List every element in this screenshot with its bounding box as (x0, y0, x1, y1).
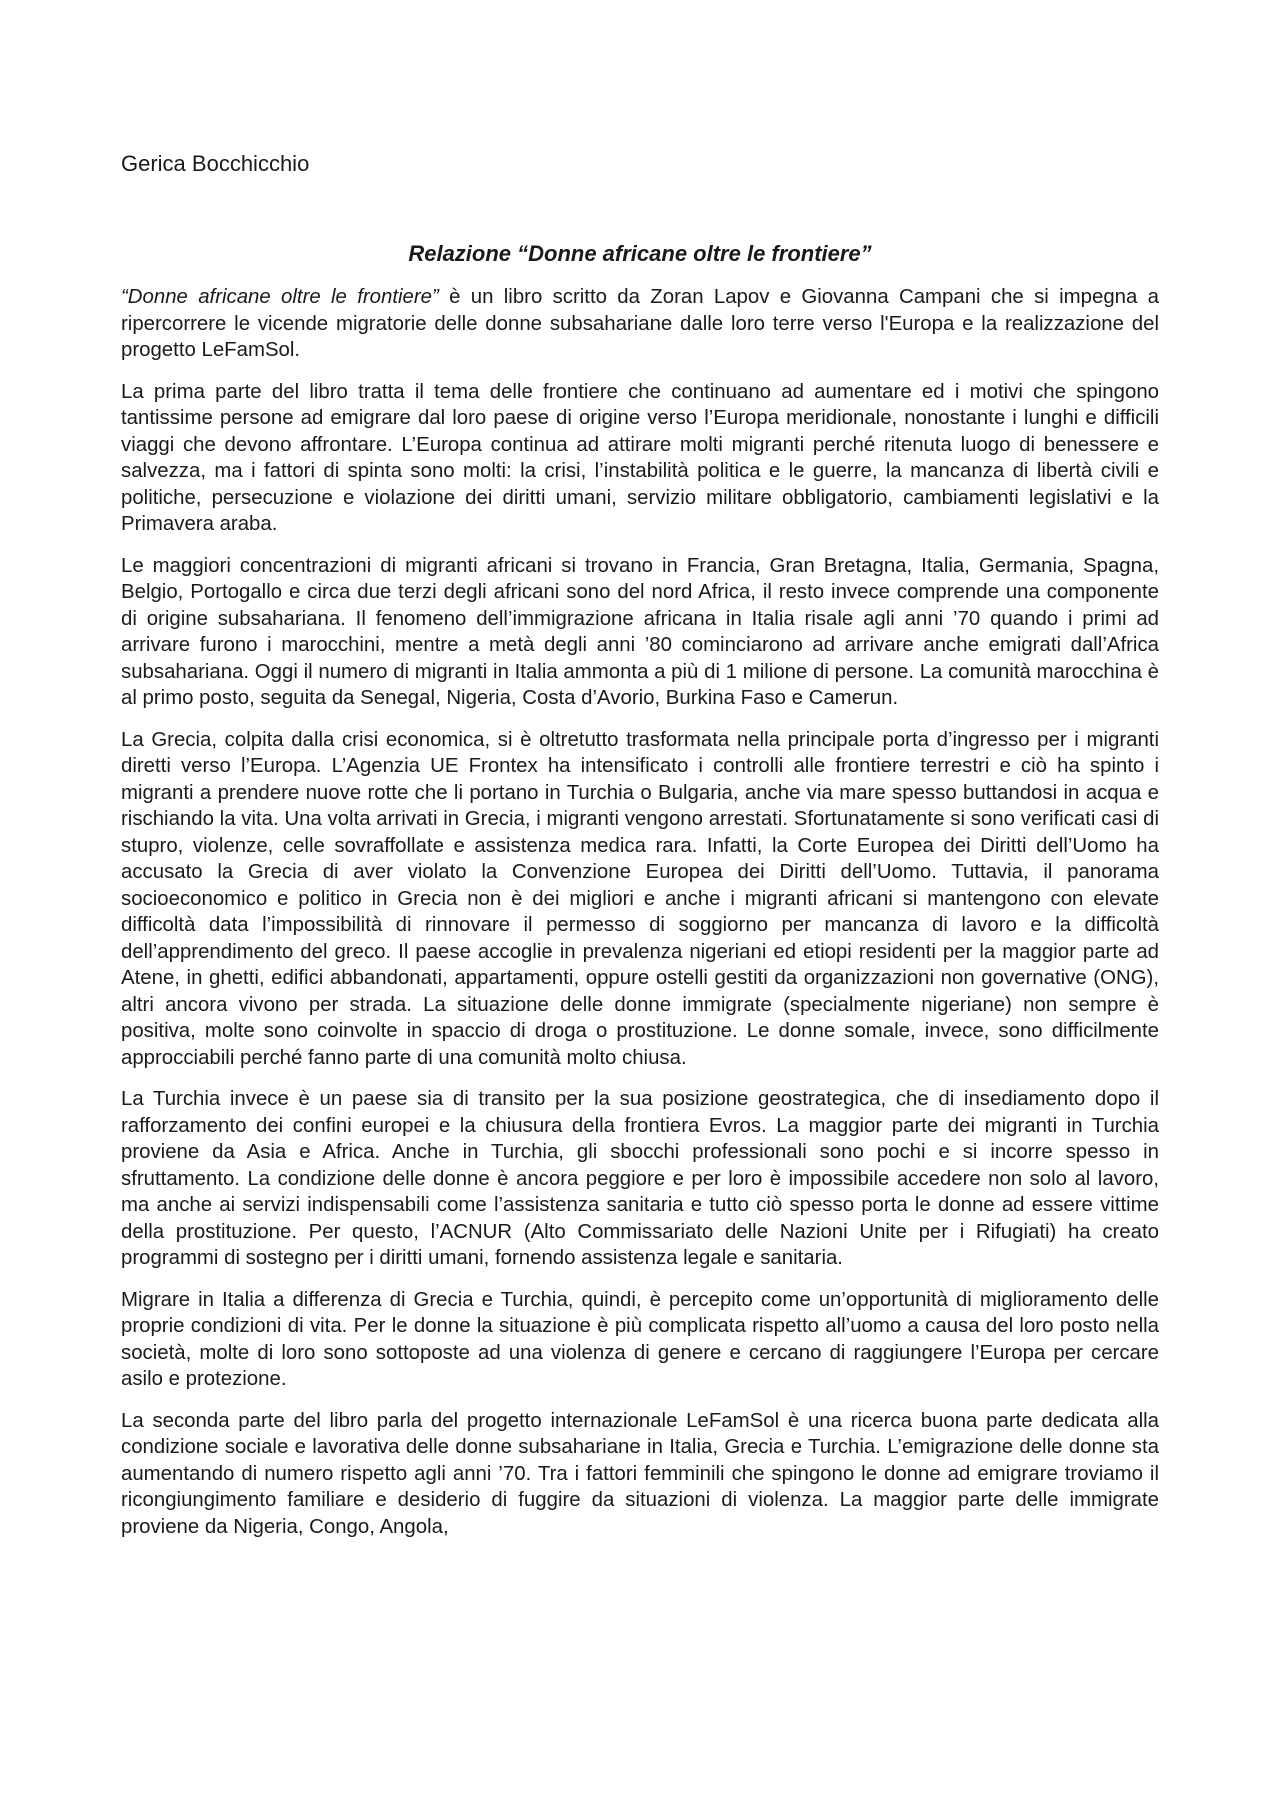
document-body (121, 284, 1159, 1555)
intro-text: è un libro scritto da Zoran Lapov e Giovanna Campani che si impegna a ripercorrere le vicende migratorie delle donne subsahariane dalle loro terre verso l'Europa e la realizzazione del progetto LeFamSol. (121, 286, 1159, 361)
book-title: “Donne africane oltre le frontiere” (121, 286, 439, 308)
paragraph-turkey: La Turchia invece è un paese sia di transito per la sua posizione geostrategica, che di insediamento dopo il rafforzamento dei confini europei e la chiusura della frontiera Evros. La maggior parte dei migranti in Turchia proviene da Asia e Africa. Anche in Turchia, gli sbocchi professionali sono pochi e si incorre spesso in sfruttamento. La condizione delle donne è ancora peggiore e per loro è impossibile accedere non solo al lavoro, ma anche ai servizi indispensabili come l’assistenza sanitaria e tutto ciò spesso porta le donne ad essere vittime della prostituzione. Per questo, l’ACNUR (Alto Commissariato delle Nazioni Unite per i Rifugiati) ha creato programmi di sostegno per i diritti umani, fornendo assistenza legale e sanitaria. (121, 1088, 1159, 1269)
paragraph-concentrations: Le maggiori concentrazioni di migranti africani si trovano in Francia, Gran Bretagna, Italia, Germania, Spagna, Belgio, Portogallo e circa due terzi degli africani sono del nord Africa, il resto invece comprende una componente di origine subsahariana. Il fenomeno dell’immigrazione africana in Italia risale agli anni ’70 quando i primi ad arrivare furono i marocchini, mentre a metà degli anni ’80 cominciarono ad arrivare anche emigrati dall’Africa subsahariana. Oggi il numero di migranti in Italia ammonta a più di 1 milione di persone. La comunità marocchina è al primo posto, seguita da Senegal, Nigeria, Costa d’Avorio, Burkina Faso e Camerun. (121, 554, 1159, 709)
paragraph-frontiers: La prima parte del libro tratta il tema delle frontiere che continuano ad aumentare ed i motivi che spingono tantissime persone ad emigrare dal loro paese di origine verso l’Europa meridionale, nonostante i lunghi e difficili viaggi che devono affrontare. L’Europa continua ad attirare molti migranti perché ritenuta luogo di benessere e salvezza, ma i fattori di spinta sono molti: la crisi, l’instabilità politica e le guerre, la mancanza di libertà civili e politiche, persecuzione e violazione dei diritti umani, servizio militare obbligatorio, cambiamenti legislativi e la Primavera araba. (121, 380, 1159, 535)
document-title: Relazione “Donne africane oltre le frontiere” (408, 241, 872, 266)
paragraph-intro (121, 284, 1159, 364)
paragraph-lefamsol: La seconda parte del libro parla del progetto internazionale LeFamSol è una ricerca buona parte dedicata alla condizione sociale e lavorativa delle donne subsahariane in Italia, Grecia e Turchia. L’emigrazione delle donne sta aumentando di numero rispetto agli anni ’70. Tra i fattori femminili che spingono le donne ad emigrare troviamo il ricongiungimento familiare e desiderio di fuggire da situazioni di violenza. La maggior parte delle immigrate proviene da Nigeria, Congo, Angola, (121, 1409, 1159, 1538)
paragraph-italy: Migrare in Italia a differenza di Grecia e Turchia, quindi, è percepito come un’opportunità di miglioramento delle proprie condizioni di vita. Per le donne la situazione è più complicata rispetto all’uomo a causa del loro posto nella società, molte di loro sono sottoposte ad una violenza di genere e cercano di raggiungere l’Europa per cercare asilo e protezione. (121, 1288, 1159, 1390)
author-name: Gerica Bocchicchio (121, 151, 310, 176)
paragraph-greece: La Grecia, colpita dalla crisi economica, si è oltretutto trasformata nella principale porta d’ingresso per i migranti diretti verso l’Europa. L’Agenzia UE Frontex ha intensificato i controlli alle frontiere terrestri e ciò ha spinto i migranti a prendere nuove rotte che li portano in Turchia o Bulgaria, anche via mare spesso buttandosi in acqua e rischiando la vita. Una volta arrivati in Grecia, i migranti vengono arrestati. Sfortunatamente si sono verificati casi di stupro, violenze, celle sovraffollate e assistenza medica rara. Infatti, la Corte Europea dei Diritti dell’Uomo ha accusato la Grecia di aver violato la Convenzione Europea dei Diritti dell’Uomo. Tuttavia, il panorama socioeconomico e politico in Grecia non è dei migliori e anche i migranti africani si mantengono con elevate difficoltà data l’impossibilità di rinnovare il permesso di soggiorno per mancanza di lavoro e la difficoltà dell’apprendimento del greco. Il paese accoglie in prevalenza nigeriani ed etiopi residenti per la maggior parte ad Atene, in ghetti, edifici abbandonati, appartamenti, oppure ostelli gestiti da organizzazioni non governative (ONG), altri ancora vivono per strada. La situazione delle donne immigrate (specialmente nigeriane) non sempre è positiva, molte sono coinvolte in spaccio di droga o prostituzione. Le donne somale, invece, sono difficilmente approcciabili perché fanno parte di una comunità molto chiusa. (121, 728, 1159, 1069)
